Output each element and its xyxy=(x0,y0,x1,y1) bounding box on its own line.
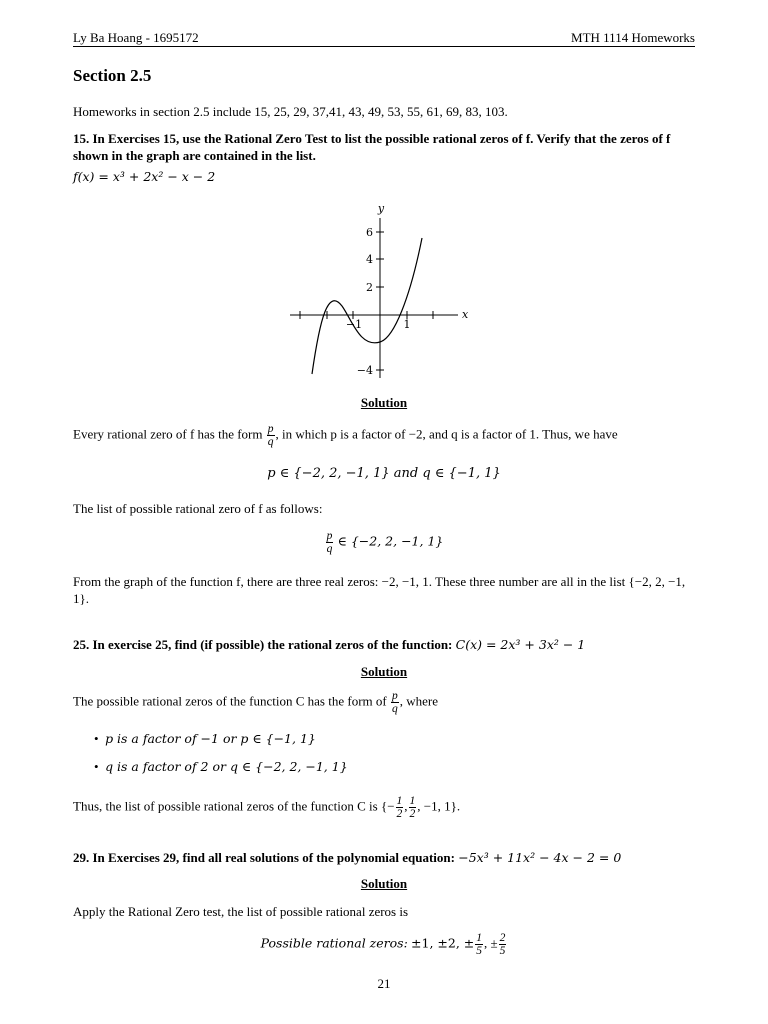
ex25-thus-b: , −1, 1}. xyxy=(417,798,461,814)
frac-num: 1 xyxy=(476,932,483,944)
two-fifth-frac xyxy=(499,932,507,957)
ex25-function: C(x) = 2x³ + 3x² − 1 xyxy=(455,637,586,652)
frac-den: 2 xyxy=(409,808,416,820)
ex25-line1 xyxy=(73,690,438,715)
ex15-line1-b: , in which p is a factor of −2, and q is a factor of 1. Thus, we have xyxy=(275,426,618,442)
ex15-solution-label: Solution xyxy=(360,395,408,410)
ex29-prompt: 29. In Exercises 29, find all real solutions of the polynomial equation: xyxy=(73,850,455,865)
bullet-text: q is a factor of 2 or q ∈ {−2, 2, −1, 1} xyxy=(105,759,348,774)
ex15-prompt: 15. In Exercises 15, use the Rational Zero Test to list the possible rational zeros of f. Verify that the zeros of f shown in the graph are contained in the list. xyxy=(73,131,671,163)
y-tick-label: 4 xyxy=(366,253,373,266)
ex29-line1: Apply the Rational Zero test, the list of possible rational zeros is xyxy=(73,904,409,919)
frac-num: p xyxy=(267,423,274,435)
frac-den: 5 xyxy=(499,945,506,957)
ex25-line1-a: The possible rational zeros of the function C has the form of xyxy=(73,693,390,709)
zeros-label: Possible rational zeros: xyxy=(260,935,408,951)
frac-den: q xyxy=(391,703,398,715)
x-tick-label: −1 xyxy=(345,318,363,331)
ex15-pq-set xyxy=(0,530,768,555)
y-axis-label: y xyxy=(377,202,385,215)
ex29-solution-label: Solution xyxy=(360,876,408,891)
p-over-q xyxy=(267,423,275,448)
ex29-equation: −5x³ + 11x² − 4x − 2 = 0 xyxy=(458,850,622,865)
ex15-list-text: The list of possible rational zero of f as follows: xyxy=(73,501,323,516)
p-over-q xyxy=(391,690,399,715)
ex29-zeros: Possible rational zeros: ±1, ±2, ± $\frac{1}{5}$ , ± $\frac{2}{5}$ xyxy=(260,932,506,957)
page-number: 21 xyxy=(377,976,391,991)
ex15-function: f(x) = x³ + 2x² − x − 2 xyxy=(73,169,216,184)
ex25-thus: Thus, the list of possible rational zeros of the function C is {− $\frac{1}{2}$ , $\frac{1}{2}$ , −1, 1}. xyxy=(73,795,461,820)
list-item: • p is a factor of −1 or p ∈ {−1, 1} xyxy=(94,731,316,746)
frac-den: q xyxy=(326,543,333,555)
header-author: Ly Ba Hoang - 1695172 xyxy=(73,30,199,45)
frac-num: 1 xyxy=(409,795,416,807)
frac-num: p xyxy=(391,690,398,702)
list-item: • q is a factor of 2 or q ∈ {−2, 2, −1, 1} xyxy=(94,759,348,774)
ex15-line1-a: Every rational zero of f has the form xyxy=(73,426,266,442)
intro-text: Homeworks in section 2.5 include 15, 25, 29, 37,41, 43, 49, 53, 55, 61, 69, 83, 103. xyxy=(73,104,508,119)
ex25-solution-label: Solution xyxy=(360,664,408,679)
header-rule xyxy=(73,46,695,47)
bullet-text: p is a factor of −1 or p ∈ {−1, 1} xyxy=(105,731,316,746)
frac-den: 2 xyxy=(396,808,403,820)
ex25-line1-b: , where xyxy=(399,693,438,709)
frac-num: 1 xyxy=(396,795,403,807)
p-over-q xyxy=(326,530,334,555)
y-tick-label: −4 xyxy=(356,364,373,377)
ex29-prompt-line xyxy=(73,849,621,866)
ex25-prompt-line xyxy=(73,636,585,653)
ex15-line1 xyxy=(73,423,618,448)
y-tick-label: 2 xyxy=(366,281,373,294)
x-axis-label: x xyxy=(462,308,469,321)
ex25-prompt: 25. In exercise 25, find (if possible) the rational zeros of the function: xyxy=(73,637,453,652)
pq-set-text: ∈ {−2, 2, −1, 1} xyxy=(337,533,444,549)
y-tick-label: 6 xyxy=(366,226,373,239)
fifth-frac xyxy=(475,932,483,957)
x-tick-label: 1 xyxy=(403,318,411,331)
half-frac xyxy=(409,795,417,820)
ex15-conclusion: From the graph of the function f, there are three real zeros: −2, −1, 1. These three number are all in the list {−2, 2, −1, 1}. xyxy=(73,574,686,606)
frac-num: 2 xyxy=(499,932,506,944)
frac-num: p xyxy=(326,530,333,542)
header-course: MTH 1114 Homeworks xyxy=(571,30,695,45)
frac-den: q xyxy=(267,436,274,448)
ex15-set-line: p ∈ {−2, 2, −1, 1} and q ∈ {−1, 1} xyxy=(267,466,501,481)
half-frac xyxy=(396,795,404,820)
ex25-thus-a: Thus, the list of possible rational zeros of the function C is {− xyxy=(73,798,395,814)
ex15-graph xyxy=(280,198,480,380)
zeros-values: ±1, ±2, ± xyxy=(411,935,475,951)
frac-den: 5 xyxy=(476,945,483,957)
section-title: Section 2.5 xyxy=(73,66,152,85)
